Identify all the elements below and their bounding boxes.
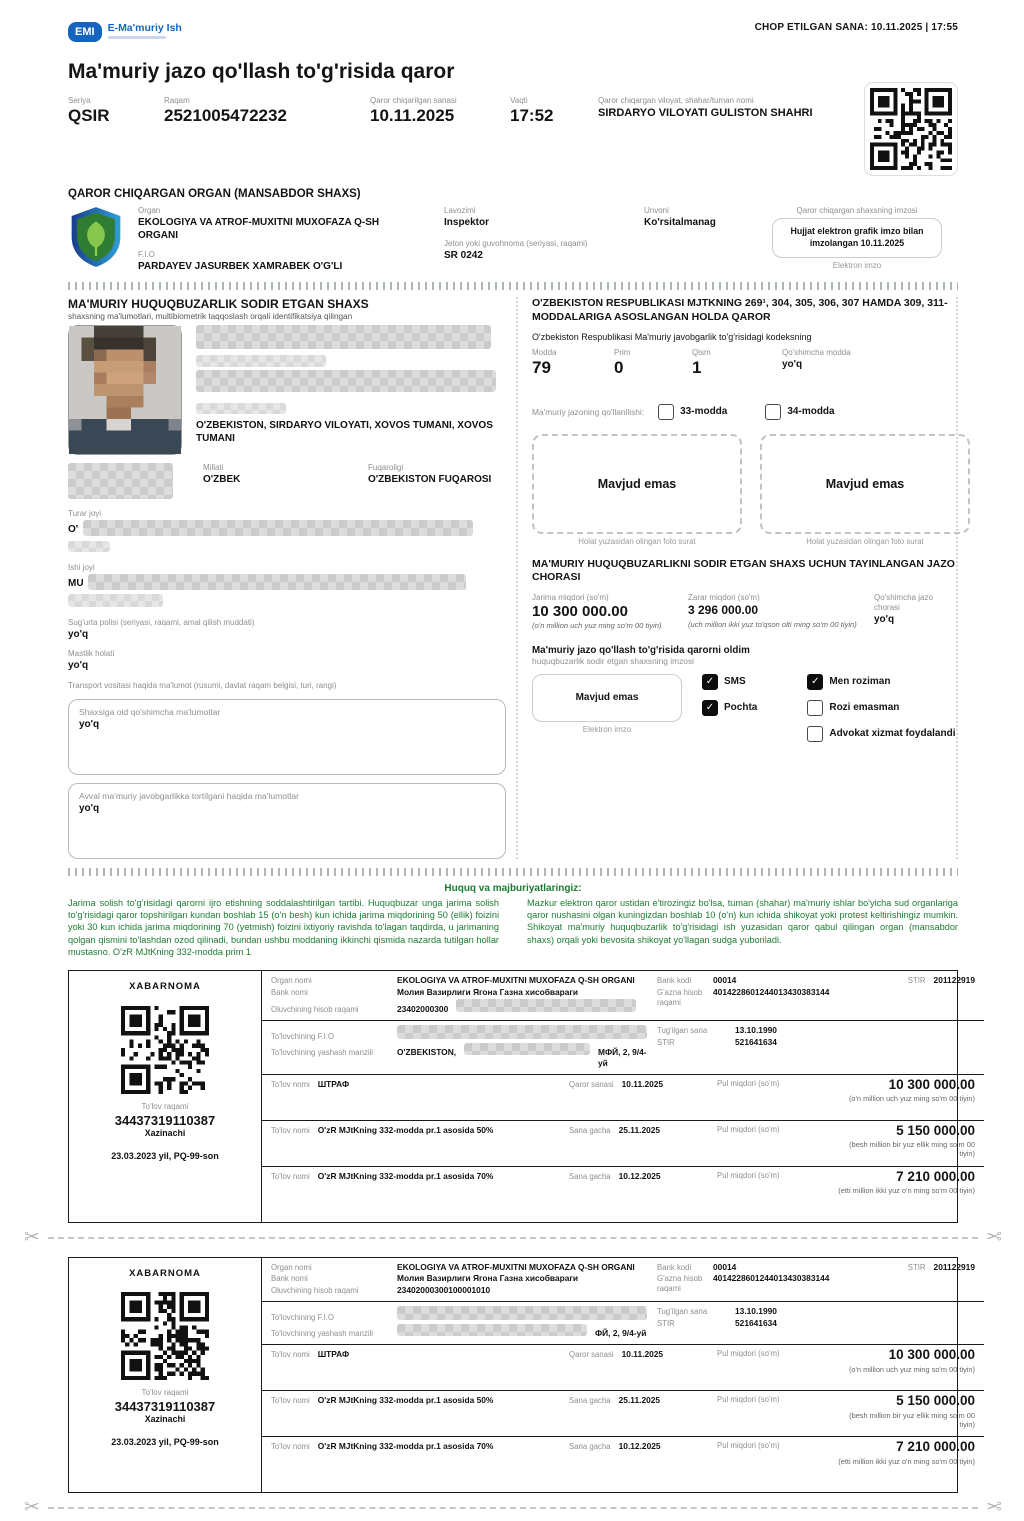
work-redacted-2 [68,594,163,607]
scissors-icon: ✂ [986,1497,1002,1519]
slip1-qr-code-icon [121,1006,209,1094]
tick-separator [68,282,958,290]
rights-section [68,897,958,958]
birthplace-label-redacted [196,403,286,414]
redacted-block [68,463,173,499]
organ-section-title: QAROR CHIQARGAN ORGAN (MANSABDOR SHAXS) [68,188,361,200]
slip2-address-redacted [397,1324,587,1336]
offender-fuqarolik-field: Fuqaroligi O'ZBEKISTON FUQAROSI [368,463,492,485]
slip1-bank-block: Organ nomi EKOLOGIYA VA ATROF-MUXITNI MUXOFAZA Q-SH ORGANI Bank nomi Молия Вазирлиги Ягона Газна хисобвараги Oluvchining hisob raqami 23402000300 Bank kodi 00014 STIR 201122919 G'azna hisob raqami 4014228601244013430383144 [262,971,984,1021]
offender-millat-field: Millati O'ZBEK [203,463,241,485]
tick-separator [68,868,958,876]
slip1-left-cell: XABARNOMA To'lov raqami 34437319110387 Xazinachi 23.03.2023 yil, PQ-99-son [69,971,262,1221]
slip2-qr-code-icon [121,1292,209,1380]
offender-id-redacted [196,370,496,392]
checkbox-advokat-icon [807,726,823,742]
slip1-address-redacted [464,1043,590,1055]
offender-address-field: Turar joyi O' [68,509,506,555]
address-redacted-2 [68,541,110,552]
qoshimcha-modda-field: Qo'shimcha modda yo'q [782,348,851,371]
ack-subtitle: huquqbuzarlik sodir etgan shaxsning imzosi [532,655,695,666]
slip2-payment-row-1: To'lov nomi ШТРАФ Qaror sanasi 10.11.2025 Pul miqdori (so'm) 10 300 000.00 (o'n million uch yuz ming so'm 00 tiyin) [262,1345,984,1391]
checkbox-rozi-emasman: Rozi emasman [807,700,955,716]
scissors-icon: ✂ [24,1227,40,1249]
slip1-payment-row-1: To'lov nomi ШТРАФ Qaror sanasi 10.11.2025 Pul miqdori (so'm) 10 300 000.00 (o'n million uch yuz ming so'm 00 tiyin) [262,1075,984,1121]
slip2-payer-block: To'lovchining F.I.O To'lovchining yashash manzili ФЙ, 2, 9/4-уй Tug'ilgan sana 13.10.1990 STIR 521641634 [262,1302,984,1345]
qism-field: Qism 1 [692,348,711,378]
penalty-amounts-row [532,593,970,631]
scissors-icon: ✂ [986,1227,1002,1249]
slip2-payment-number: 34437319110387 [114,1398,216,1414]
offender-work-field: Ishi joyi MU [68,563,506,609]
offender-section-subtitle: shaxsning ma'lumotlari, multibiometrik taqqoslash orqali identifikatsiya qilingan [68,312,353,321]
checkbox-sms-icon [702,674,718,690]
penalty-section-title: MA'MURIY HUQUQBUZARLIKNI SODIR ETGAN SHAXS UCHUN TAYINLANGAN JAZO CHORASI [532,557,955,584]
print-date-label: CHOP ETILGAN SANA: 10.11.2025 | 17:55 [754,22,958,33]
prim-field: Prim 0 [614,348,631,378]
article-row [532,348,970,378]
slip1-account-redacted [456,999,636,1012]
electronic-signature-box: Hujjat elektron grafik imzo bilan imzolangan 10.11.2025 [772,218,942,258]
slip1-payment-number: 34437319110387 [114,1112,216,1128]
rights-left-paragraph: Jarima solish to'g'risidagi qarorni ijro etishning soddalashtirilgan tartibi. Huquqbuzar unga jarima solish to'g'risidagi qaror topshirilgan kundan boshlab 15 (o'n besh) kun ichida jarima miqdorining 50 (ellik) foizini yoki 30 kun ichida jarima miqdorining 70 (yetmish) foizini ixtiyoriy ravishda to'lagan taqdirda, u jarimaning qolgan qismini to'lashdan ozod qilinadi, bundan ushbu moddaning ikkinchi qismida nazarda tutilgan hollar mustasno. O'zR MJtKning 332-modda prim 1 [68,898,499,957]
kodeks-line: O'zbekiston Respublikasi Ma'muriy javobgarlik to'g'risidagi kodeksning [532,332,812,343]
payment-slip-2 [68,1257,975,1493]
slip1-payer-name-redacted [397,1025,647,1039]
organ-position-field: Lavozimi Inspektor Jeton yoki guvohnoma (seriyasi, raqami) SR 0242 [444,206,588,261]
slip1-payment-row-2: To'lov nomi O'zR MJtKning 332-modda pr.1 asosida 50% Sana gacha 25.11.2025 Pul miqdori (so'm) 5 150 000.00 (besh million bir yuz ellik ming so'm 00 tiyin) [262,1121,984,1167]
incident-photo-1: Mavjud emas Holat yuzasidan olingan foto surat [532,434,742,546]
cut-line [24,1225,1002,1251]
ack-consent-checkboxes [807,674,955,742]
ack-delivery-checkboxes [702,674,757,742]
checkbox-33-icon [658,404,674,420]
checkbox-34-icon [765,404,781,420]
address-redacted [83,520,473,536]
page-header [68,22,958,42]
offender-birthplace: O'ZBEKISTON, SIRDARYO VILOYATI, XOVOS TUMANI, XOVOS TUMANI [196,420,493,445]
modda-field: Modda 79 [532,348,557,378]
organ-rank-field: Unvoni Ko'rsitalmanag [644,206,716,228]
offender-section [68,297,516,859]
incident-photo-2: Mavjud emas Holat yuzasidan olingan foto surat [760,434,970,546]
doc-info-row [68,96,958,176]
slip2-payer-name-redacted [397,1306,647,1320]
doc-vaqt: Vaqti 17:52 [510,96,554,125]
decision-heading: O'ZBEKISTON RESPUBLIKASI MJTKNING 269¹, 304, 305, 306, 307 HAMDA 309, 311-MODDALARIGA ASOSLANGAN HOLDA QAROR [532,297,948,323]
checkbox-pochta: ✓ Pochta [702,700,757,716]
organ-signature-field: Qaror chiqargan shaxsning imzosi Hujjat elektron grafik imzo bilan imzolangan 10.11.2025 Elektron imzo [772,206,942,270]
offender-section-title: MA'MURIY HUQUQBUZARLIK SODIR ETGAN SHAXS [68,297,369,311]
checkbox-rozi-emasman-icon [807,700,823,716]
offender-photo-redacted [68,325,182,455]
fine-amount-field: Jarima miqdori (so'm) 10 300 000.00 (o'n million uch yuz ming so'm 00 tiyin) [532,593,662,631]
checkbox-roziman: ✓ Men roziman [807,674,955,690]
ecology-shield-icon [68,206,124,273]
slip2-bank-block: Organ nomi EKOLOGIYA VA ATROF-MUXITNI MUXOFAZA Q-SH ORGANI Bank nomi Молия Вазирлиги Ягона Газна хисобвараги Oluvchining hisob raqami 23402000300100001010 Bank kodi 00014 STIR 201122919 G'azna hisob raqami 4014228601244013430383144 [262,1258,984,1303]
work-redacted [88,574,466,590]
emi-logo-icon: EMI [68,22,102,42]
payment-slip-1 [68,970,975,1222]
intoxication-field: Mastlik holati yo'q [68,649,115,671]
checkbox-advokat: Advokat xizmat foydalandi [807,726,955,742]
scissors-icon: ✂ [24,1497,40,1519]
incident-photos-row [532,434,970,546]
doc-raqam: Raqam 2521005472232 [164,96,287,125]
doc-region: Qaror chiqargan viloyat, shahar/tuman nomi SIRDARYO VILOYATI GULISTON SHAHRI [598,96,813,119]
qr-code-icon [870,88,952,170]
rights-title: Huquq va majburiyatlaringiz: [444,883,582,894]
ack-row [532,674,970,742]
bottom-cut-line [24,1495,1002,1521]
checkbox-34-modda: 34-modda [765,404,834,420]
slip1-payer-block: To'lovchining F.I.O To'lovchining yashash manzili O'ZBEKISTON, МФЙ, 2, 9/4-уй Tug'ilgan sana 13.10.1990 STIR 521641634 [262,1021,984,1075]
organ-section [68,206,958,273]
page-title: Ma'muriy jazo qo'llash to'g'risida qaror [68,60,455,83]
organ-name-field: Organ EKOLOGIYA VA ATROF-MUXITNI MUXOFAZA Q-SH ORGANI F.I.O PARDAYEV JASURBEK XAMRABEK O'G'LI [138,206,380,272]
ack-signature: Mavjud emas Elektron imzo [532,674,682,742]
document-qr-code [864,82,958,176]
slip2-left-cell: XABARNOMA To'lov raqami 34437319110387 Xazinachi 23.03.2023 yil, PQ-99-son [69,1258,262,1492]
extra-penalty-field: Qo'shimcha jazo chorasi yo'q [874,593,933,626]
slip2-payment-row-3: To'lov nomi O'zR MJtKning 332-modda pr.1 asosida 70% Sana gacha 10.12.2025 Pul miqdori (so'm) 7 210 000.00 (etti million ikki yuz o'n ming so'm 00 tiyin) [271,1438,975,1466]
doc-sana: Qaror chiqarilgan sanasi 10.11.2025 [370,96,457,125]
doc-seriya: Seriya QSIR [68,96,110,125]
insurance-field: Sug'urta polisi (seriyasi, raqami, amal qilish muddati) yo'q [68,618,255,640]
slip2-payment-row-2: To'lov nomi O'zR MJtKning 332-modda pr.1 asosida 50% Sana gacha 25.11.2025 Pul miqdori (so'm) 5 150 000.00 (besh million bir yuz ellik ming so'm 00 tiyin) [262,1391,984,1437]
decision-section [516,297,970,859]
slip1-payment-row-3: To'lov nomi O'zR MJtKning 332-modda pr.1 asosida 70% Sana gacha 10.12.2025 Pul miqdori (so'm) 7 210 000.00 (etti million ikki yuz o'n ming so'm 00 tiyin) [271,1168,975,1196]
redacted-label [196,355,326,367]
ack-title: Ma'muriy jazo qo'llash to'g'risida qarorni oldim [532,644,750,656]
rights-right-paragraph: Mazkur elektron qaror ustidan e'tirozingiz bo'lsa, tuman (shahar) ma'muriy ishlar bo'yicha sud organlariga qaror nushasini olgan kuningizdan boshlab 10 (o'n) kun ichida shikoyat yoki protest keltirishingiz mumkin. Shikoyat ma'muriy huquqbuzarlik to'g'risidagi ish yuzasidan qaror qabul qilingan organ (mansabdor shaxs) orqali yoki bevosita shikoyat yo'llagan sudga yuboriladi. [527,898,958,945]
emi-logo [68,22,182,42]
checkbox-33-modda: 33-modda [658,404,727,420]
emi-logo-text: E-Ma'muriy Ish [107,22,182,34]
vehicle-field: Transport vositasi haqida ma'lumot (rusumi, davlat raqam belgisi, turi, rangi) [68,681,337,690]
damage-amount-field: Zarar miqdori (so'm) 3 296 000.00 (uch million ikki yuz to'qson olti ming so'm 00 tiyin) [688,593,857,629]
prior-liability-box: Avval ma'muriy javobgarlikka tortilgani haqida ma'lumotlar yo'q [68,783,506,859]
checkbox-roziman-icon [807,674,823,690]
emi-logo-tagline [108,36,166,39]
jazo-apply-row: Ma'muriy jazoning qo'llanilishi: 33-modda 34-modda [532,404,970,420]
checkbox-pochta-icon [702,700,718,716]
offender-name-redacted [196,325,491,349]
checkbox-sms: ✓ SMS [702,674,757,690]
extra-info-box: Shaxsiga oid qo'shimcha ma'lumotlar yo'q [68,699,506,775]
